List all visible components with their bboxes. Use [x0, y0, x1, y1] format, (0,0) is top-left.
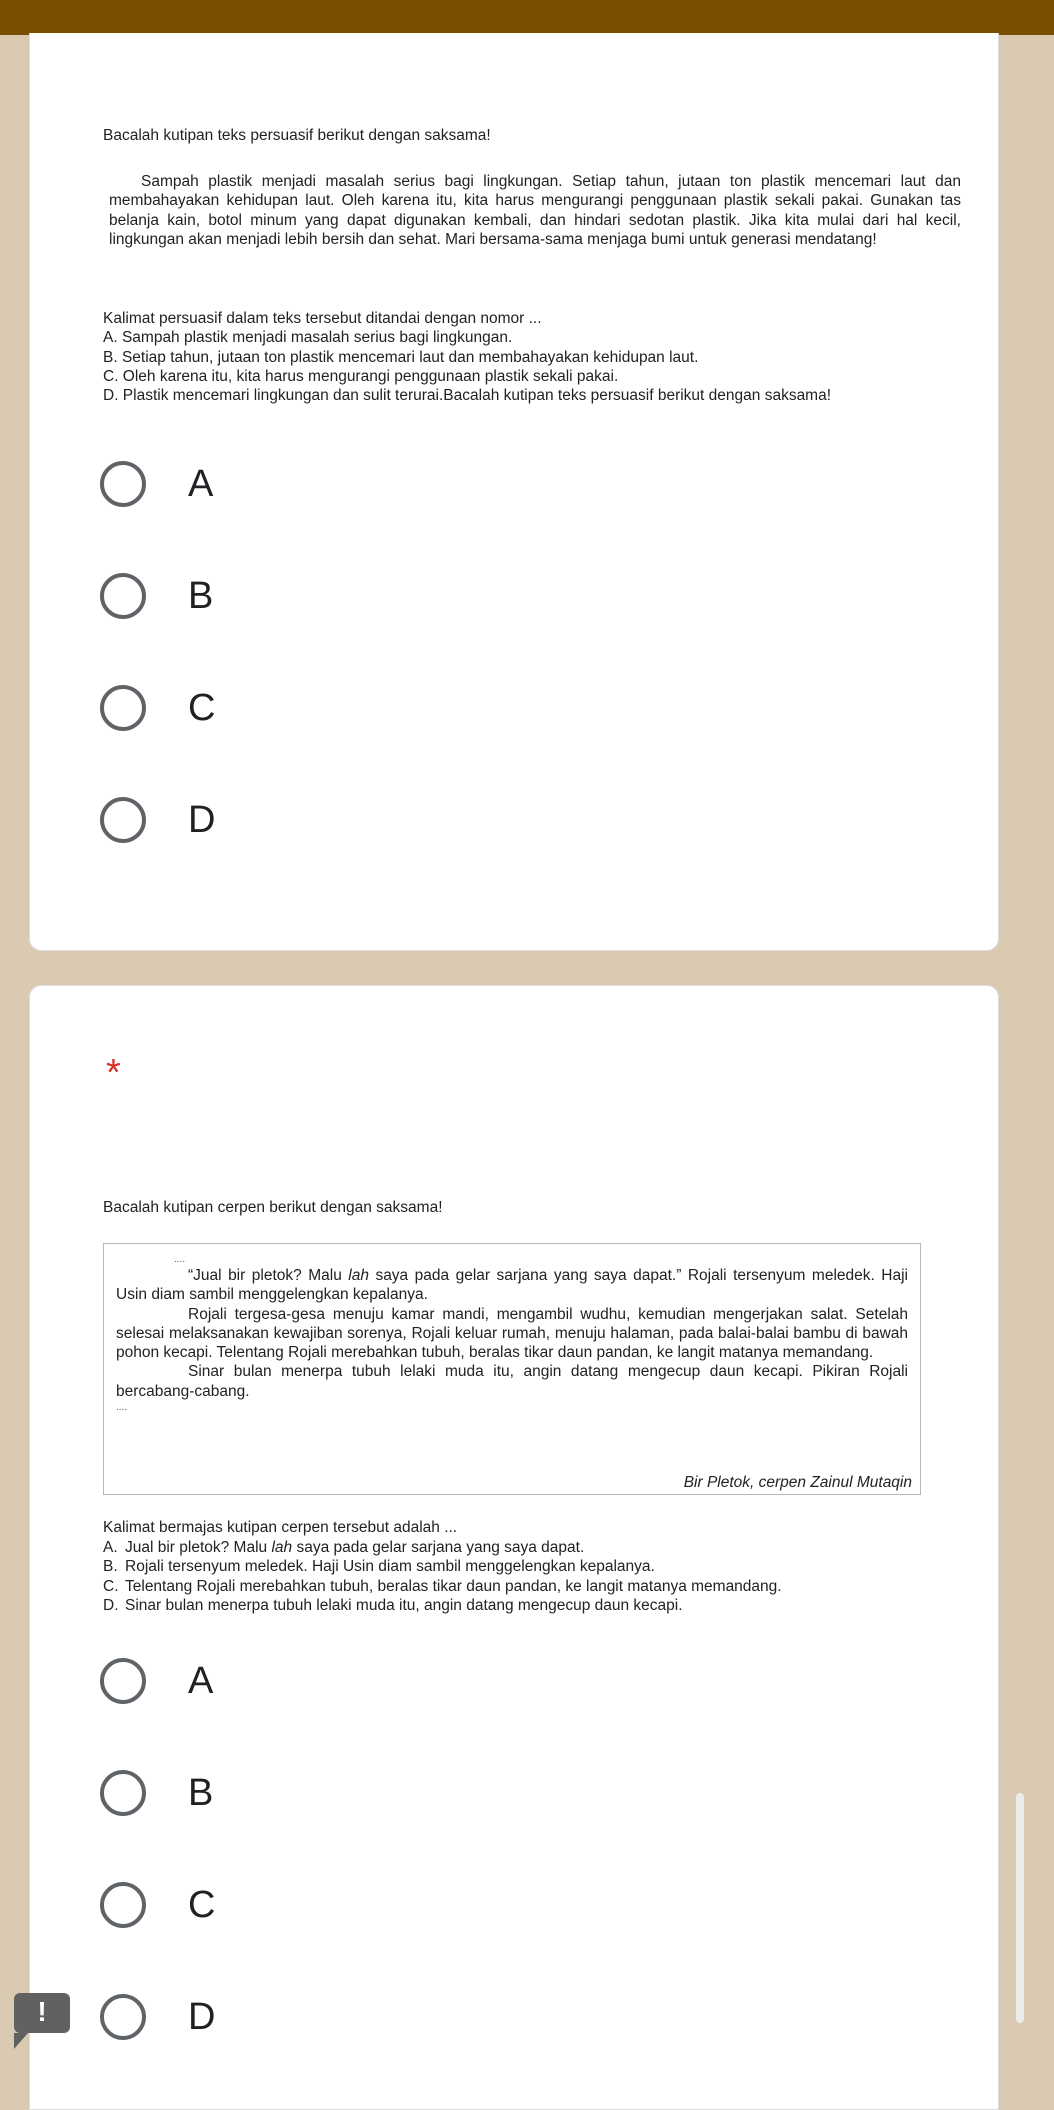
- choice-text: Rojali tersenyum meledek. Haji Usin diam sambil menggelengkan kepalanya.: [125, 1558, 655, 1575]
- q1-choice-b: B. Setiap tahun, jutaan ton plastik mencemari laut dan membahayakan kehidupan laut.: [103, 348, 699, 366]
- story-text: saya pada gelar sarjana yang saya dapat.” Rojali tersenyum meledek. Haji Usin diam sambil menggelengkan kepalanya.: [116, 1267, 908, 1304]
- q1-option-c[interactable]: [100, 680, 400, 740]
- q2-choice-c: [103, 1577, 983, 1597]
- q1-option-b[interactable]: [100, 568, 400, 628]
- radio-button[interactable]: [100, 1658, 146, 1704]
- choice-text: saya pada gelar sarjana yang saya dapat.: [292, 1538, 585, 1556]
- q2-option-b[interactable]: [100, 1765, 400, 1825]
- story-paragraph-3: Sinar bulan menerpa tubuh lelaki muda itu, angin datang mengecup daun kecapi. Pikiran Rojali bercabang-cabang.: [116, 1363, 908, 1400]
- q2-option-c[interactable]: [100, 1877, 400, 1937]
- q2-instruction: Bacalah kutipan cerpen berikut dengan saksama!: [103, 1199, 443, 1216]
- radio-button[interactable]: [100, 573, 146, 619]
- option-label: C: [188, 1884, 216, 1926]
- q2-question: [103, 1518, 983, 1616]
- q1-choice-d: D. Plastik mencemari lingkungan dan sulit terurai.Bacalah kutipan teks persuasif berikut dengan saksama!: [103, 387, 832, 405]
- q1-option-a[interactable]: [100, 456, 400, 516]
- option-label: D: [188, 799, 216, 841]
- q1-passage-text: Sampah plastik menjadi masalah serius bagi lingkungan. Setiap tahun, jutaan ton plastik mencemari laut dan membahayakan kehidupan laut. Oleh karena itu, kita harus mengurangi penggunaan plastik sekali pakai. Gunakan tas belanja kain, botol minum yang dapat digunakan kembali, dan hindari sedotan plastik. Jika kita mulai dari hal kecil, lingkungan akan menjadi lebih bersih dan sehat. Mari bersama-sama menjaga bumi untuk generasi mendatang!: [109, 173, 961, 249]
- choice-letter: C.: [103, 1577, 119, 1595]
- option-label: A: [188, 463, 214, 505]
- q1-question: [103, 309, 983, 405]
- q1-passage: [109, 172, 961, 250]
- scrollbar[interactable]: [1016, 1793, 1024, 2023]
- q2-option-a[interactable]: [100, 1653, 400, 1713]
- ellipsis-top: ....: [174, 1254, 186, 1265]
- choice-letter: A.: [103, 1538, 118, 1556]
- story-excerpt-box: [103, 1243, 921, 1495]
- feedback-button[interactable]: [14, 1993, 70, 2033]
- story-paragraph-1: [116, 1266, 908, 1305]
- radio-button[interactable]: [100, 685, 146, 731]
- choice-letter: B.: [103, 1558, 118, 1575]
- q1-choice-a: A. Sampah plastik menjadi masalah serius bagi lingkungan.: [103, 329, 513, 347]
- q2-option-d[interactable]: [100, 1989, 400, 2049]
- option-label: B: [188, 575, 214, 617]
- q2-question-text: Kalimat bermajas kutipan cerpen tersebut adalah ...: [103, 1519, 458, 1536]
- form-header-bar: [0, 0, 1054, 35]
- choice-italic-word: lah: [271, 1538, 293, 1556]
- radio-button[interactable]: [100, 1994, 146, 2040]
- question-card-2: [29, 985, 999, 2110]
- option-label: C: [188, 687, 216, 729]
- q2-choice-a: [103, 1538, 983, 1558]
- required-asterisk: *: [106, 1052, 121, 1094]
- q2-choice-b: [103, 1557, 983, 1577]
- q1-option-d[interactable]: [100, 792, 400, 852]
- story-text: “Jual bir pletok? Malu: [188, 1267, 349, 1284]
- radio-button[interactable]: [100, 1882, 146, 1928]
- choice-text: Sinar bulan menerpa tubuh lelaki muda itu, angin datang mengecup daun kecapi.: [125, 1597, 683, 1614]
- option-label: B: [188, 1772, 214, 1814]
- choice-text: Telentang Rojali merebahkan tubuh, beralas tikar daun pandan, ke langit matanya memandang.: [125, 1577, 782, 1595]
- choice-letter: D.: [103, 1597, 119, 1614]
- q2-choice-d: [103, 1596, 983, 1616]
- q1-instruction: Bacalah kutipan teks persuasif berikut dengan saksama!: [103, 127, 491, 144]
- ellipsis-bottom: ....: [116, 1402, 128, 1414]
- radio-button[interactable]: [100, 461, 146, 507]
- story-source: Bir Pletok, cerpen Zainul Mutaqin: [683, 1473, 912, 1491]
- story-paragraph-2: Rojali tergesa-gesa menuju kamar mandi, mengambil wudhu, kemudian mengerjakan salat. Setelah selesai melaksanakan kewajiban sorenya, Rojali keluar rumah, menuju halaman, pada balai-balai bambu di bawah pohon kecapi. Telentang Rojali merebahkan tubuh, beralas tikar daun pandan, ke langit matanya memandang.: [116, 1305, 908, 1362]
- q1-question-text: Kalimat persuasif dalam teks tersebut ditandai dengan nomor ...: [103, 310, 542, 327]
- radio-button[interactable]: [100, 1770, 146, 1816]
- option-label: A: [188, 1660, 214, 1702]
- story-italic-word: lah: [348, 1267, 369, 1284]
- exclamation-icon: !: [37, 1996, 47, 2027]
- q1-choice-c: C. Oleh karena itu, kita harus mengurangi penggunaan plastik sekali pakai.: [103, 367, 619, 385]
- choice-text: Jual bir pletok? Malu: [125, 1538, 272, 1556]
- question-card-1: [29, 33, 999, 951]
- option-label: D: [188, 1996, 216, 2038]
- radio-button[interactable]: [100, 797, 146, 843]
